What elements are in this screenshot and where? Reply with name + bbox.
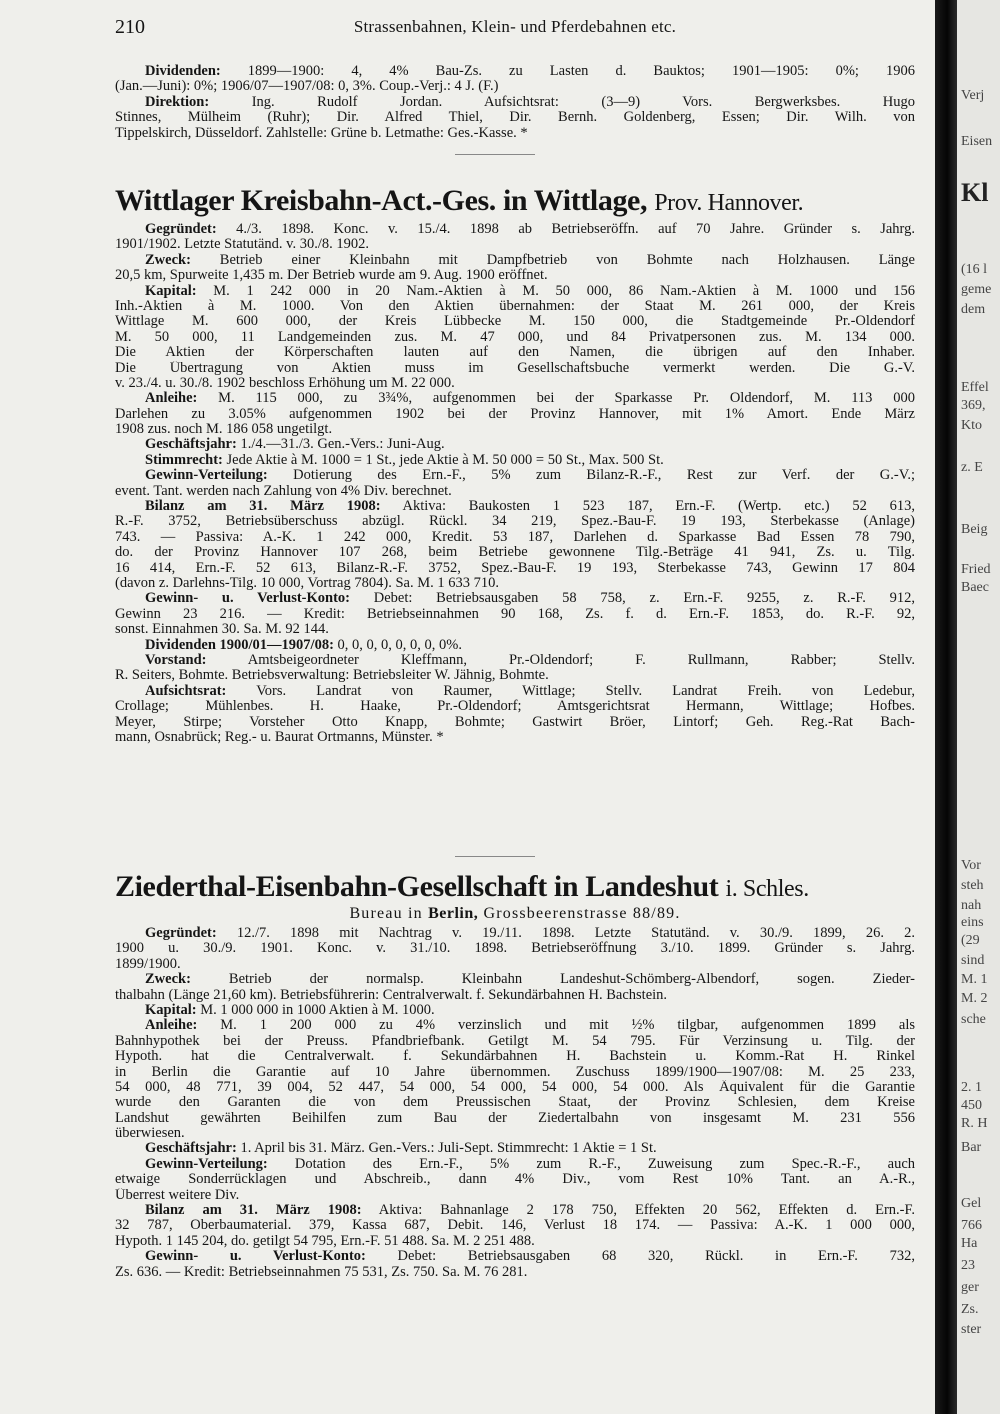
field-label: Gewinn- u. Verlust-Konto: (145, 1249, 366, 1265)
adjacent-page-fragment: nah (961, 898, 982, 913)
text-line (115, 253, 915, 268)
field-text: 1899/1900. (115, 956, 181, 972)
field-text: sonst. Einnahmen 30. Sa. M. 92 144. (115, 622, 329, 638)
adjacent-page-fragment: 766 (961, 1218, 982, 1233)
text-line (115, 668, 915, 683)
text-line (115, 957, 915, 972)
text-line (115, 453, 915, 468)
text-line (115, 299, 915, 314)
adjacent-page-fragment: dem (961, 302, 986, 317)
entry-title: Wittlager Kreisbahn-Act.-Ges. in Wittlage, Prov. Hannover. (115, 184, 804, 217)
adjacent-page-fragment: Ha (961, 1236, 978, 1251)
adjacent-page-fragment: Eisen (961, 134, 993, 149)
text-line (115, 1141, 915, 1156)
field-text: 1908 zus. noch M. 186 058 ungetilgt. (115, 422, 333, 438)
field-label: Bilanz am 31. März 1908: (145, 499, 381, 515)
field-text: Betrieb der normalsp. Kleinbahn Landeshut-Schömberg-Albendorf, sogen. Zieder- (190, 972, 915, 988)
adjacent-page-fragment: Kl (961, 178, 989, 207)
text-line (115, 79, 915, 94)
text-line (115, 64, 915, 79)
field-label: Zweck: (145, 252, 191, 268)
field-text: wurde den Garanten die von dem Preussischen Staat, der Provinz Schlesien, dem Kreise (115, 1095, 915, 1111)
text-line (115, 1111, 915, 1126)
field-text: 1900 u. 30./9. 1901. Konc. v. 31./10. 1898. Betriebseröffnung 3./10. 1899. Gründer s. Jahrg. (115, 941, 915, 957)
field-text: Meyer, Stirpe; Vorsteher Otto Knapp, Bohmte; Gastwirt Bröer, Lintorf; Geh. Reg.-Rat Bach- (115, 714, 915, 730)
text-line (115, 514, 915, 529)
adjacent-page-fragment: 369, (961, 398, 986, 413)
text-line (115, 361, 915, 376)
field-text: Überrest weitere Div. (115, 1187, 240, 1203)
field-text: Hypoth. hat die Centralverwalt. f. Sekundärbahnen H. Bachstein u. Komm.-Rat H. Rinkel (115, 1049, 915, 1065)
text-line (115, 561, 915, 576)
text-line (115, 330, 915, 345)
entry-title: Ziederthal-Eisenbahn-Gesellschaft in Landeshut i. Schles. (115, 870, 809, 903)
field-text: Darlehen zu 3.05% aufgenommen 1902 bei der Provinz Hannover, mit 1% Amort. Ende März (115, 406, 915, 422)
text-line (115, 376, 915, 391)
field-text: M. 1 200 000 zu 4% verzinslich und mit ½% tilgbar, aufgenommen 1899 als (197, 1018, 915, 1034)
field-text: event. Tant. werden nach Zahlung von 4% Div. berechnet. (115, 483, 452, 499)
adjacent-page-fragment: Gel (961, 1196, 982, 1211)
field-text: thalbahn (Länge 21,60 km). Betriebsführerin: Centralverwalt. f. Sekundärbahnen H. Bachstein. (115, 987, 668, 1003)
field-text: 4./3. 1898. Konc. v. 15./4. 1898 ab Betriebseröffn. auf 70 Jahre. Gründer s. Jahrg. (216, 222, 915, 237)
text-line (115, 1049, 915, 1064)
adjacent-page-fragment: Verj (961, 88, 985, 103)
adjacent-page-edge (957, 0, 1000, 1414)
field-text: M. 115 000, zu 3¾%, aufgenommen bei der Sparkasse Pr. Oldendorf, M. 113 000 (197, 391, 915, 407)
text-line (115, 545, 915, 560)
text-line (115, 622, 915, 637)
text-line (115, 1126, 915, 1141)
field-text: 16 414, Ern.-F. 52 613, Bilanz-R.-F. 3752, Spez.-Bau-F. 19 193, Sterbekasse 743, Gewinn 17 804 (115, 560, 915, 576)
text-line (115, 237, 915, 252)
text-line (115, 699, 915, 714)
field-text: Ing. Rudolf Jordan. Aufsichtsrat: (3—9) Vors. Bergwerksbes. Hugo (209, 94, 915, 110)
field-text: Tippelskirch, Düsseldorf. Zahlstelle: Grüne b. Letmathe: Ges.-Kasse. * (115, 125, 528, 141)
field-label: Gewinn-Verteilung: (145, 468, 268, 484)
field-text: Jede Aktie à M. 1000 = 1 St., jede Aktie à M. 50 000 = 50 St., Max. 500 St. (222, 452, 664, 468)
field-text: Aktiva: Baukosten 1 523 187, Ern.-F. (Wertp. etc.) 52 613, (380, 499, 915, 515)
field-text: 1./4.—31./3. Gen.-Vers.: Juni-Aug. (236, 437, 445, 453)
field-label: Kapital: (145, 283, 197, 299)
field-label: Vorstand: (145, 652, 207, 668)
field-text: Dotation des Ern.-F., 5% zum R.-F., Zuweisung zum Spec.-R.-F., auch (267, 1156, 915, 1172)
field-text: Debet: Betriebsausgaben 58 758, z. Ern.-F. 9255, z. R.-F. 912, (350, 591, 915, 607)
adjacent-page-fragment: Baec (961, 580, 989, 595)
running-head: Strassenbahnen, Klein- und Pferdebahnen etc. (353, 17, 677, 36)
text-line (115, 345, 915, 360)
adjacent-page-fragment: 2. 1 (961, 1080, 982, 1095)
text-line (115, 715, 915, 730)
adjacent-page-fragment: steh (961, 878, 984, 893)
field-text: in Berlin die Garantie auf 10 Jahre übernommen. Zuschuss 1899/1900—1907/08: M. 25 233, (115, 1064, 915, 1080)
field-label: Gewinn-Verteilung: (145, 1156, 268, 1172)
field-text: Landshut gewährten Beihilfen zum Bau der Ziedertalbahn von insgesamt M. 231 556 (115, 1110, 915, 1126)
field-text: (davon z. Darlehns-Tilg. 10 000, Vortrag 7804). Sa. M. 1 633 710. (115, 575, 499, 591)
field-text: 12./7. 1898 mit Nachtrag v. 19./11. 1898. Letzte Statutänd. v. 30./9. 1899, 26. 2. (216, 926, 915, 941)
field-text: etwaige Sonderrücklagen und Abschreib., dann 4% Div., vom Rest 10% Tant. an A.-R., (115, 1172, 915, 1188)
text-line (115, 653, 915, 668)
adjacent-page-fragment: (29 (961, 933, 980, 948)
field-text: do. der Provinz Hannover 107 268, beim Betriebe gewonnene Tilg.-Beträge 41 941, Zs. u. Tilg. (115, 545, 915, 561)
adjacent-page-fragment: Vor (961, 858, 981, 873)
text-line (115, 1065, 915, 1080)
adjacent-page-fragment: M. 2 (961, 991, 988, 1006)
text-line (115, 607, 915, 622)
adjacent-page-fragment: Kto (961, 418, 982, 433)
text-line (115, 284, 915, 299)
text-line (115, 926, 915, 941)
adjacent-page-fragment: 450 (961, 1098, 982, 1113)
field-text: Wittlage M. 600 000, der Kreis Lübbecke M. 150 000, die Stadtgemeinde Pr.-Oldendorf (115, 314, 915, 330)
field-text: Debet: Betriebsausgaben 68 320, Rückl. in Ern.-F. 732, (365, 1249, 915, 1265)
text-line (115, 730, 915, 745)
adjacent-page-fragment: Bar (961, 1140, 982, 1155)
entry-wittlager-kreisbahn (115, 184, 915, 745)
text-line (115, 126, 915, 141)
field-text: 1. April bis 31. März. Gen.-Vers.: Juli-Sept. Stimmrecht: 1 Aktie = 1 St. (236, 1141, 657, 1157)
adjacent-page-fragment: 23 (961, 1258, 975, 1273)
text-line (115, 422, 915, 437)
separator-rule (455, 154, 535, 155)
field-label: Gegründet: (145, 222, 217, 237)
field-text: R.-F. 3752, Betriebsüberschuss abzügl. Rückl. 34 219, Spez.-Bau-F. 19 193, Sterbekasse (Anlage) (115, 514, 915, 530)
text-line (115, 95, 915, 110)
field-text: Crollage; Mühlenbes. H. Haake, Pr.-Oldendorf; Amtsgerichtsrat Hermann, Wittlage; Hofbes. (115, 699, 915, 715)
field-text: Vors. Landrat von Raumer, Wittlage; Stellv. Landrat Freih. von Ledebur, (226, 683, 915, 699)
text-line (115, 972, 915, 987)
field-text: überwiesen. (115, 1126, 185, 1142)
field-text: mann, Osnabrück; Reg.- u. Baurat Ortmanns, Münster. * (115, 729, 444, 745)
text-line (115, 391, 915, 406)
field-label: Aufsichtsrat: (145, 683, 227, 699)
text-line (115, 638, 915, 653)
adjacent-page-fragment: ster (961, 1322, 982, 1337)
field-label: Gegründet: (145, 926, 217, 941)
field-text: R. Seiters, Bohmte. Betriebsverwaltung: Betriebsleiter W. Jähnig, Bohmte. (115, 668, 549, 684)
text-line (115, 1095, 915, 1110)
text-line (115, 1265, 915, 1280)
text-line (115, 1172, 915, 1187)
adjacent-page-fragment: sche (961, 1012, 986, 1027)
text-line (115, 222, 915, 237)
text-line (115, 499, 915, 514)
text-line (115, 1018, 915, 1033)
text-line (115, 1234, 915, 1249)
field-text: Hypoth. 1 145 204, do. getilgt 54 795, Ern.-F. 51 488. Sa. M. 2 251 488. (115, 1233, 535, 1249)
text-line (115, 684, 915, 699)
field-text: Aktiva: Bahnanlage 2 178 750, Effekten 20 562, Effekten d. Ern.-F. (361, 1203, 915, 1219)
adjacent-page-fragment: Zs. (961, 1302, 979, 1317)
text-line (115, 1188, 915, 1203)
field-text: 1899—1900: 4, 4% Bau-Zs. zu Lasten d. Bauktos; 1901—1905: 0%; 1906 (220, 64, 915, 79)
text-line (115, 1249, 915, 1264)
field-label: Geschäftsjahr: (145, 437, 237, 453)
entry-body (115, 222, 915, 745)
field-label: Anleihe: (145, 1018, 198, 1034)
text-line (115, 591, 915, 606)
adjacent-page-fragment: geme (961, 282, 992, 297)
field-text: M. 1 242 000 in 20 Nam.-Aktien à M. 50 000, 86 Nam.-Aktien à M. 1000 und 156 (196, 283, 915, 299)
field-text: Gewinn 23 216. — Kredit: Betriebseinnahmen 90 168, Zs. f. d. Ern.-F. 1853, do. R.-F. 92, (115, 606, 915, 622)
adjacent-page-fragment: ger (961, 1280, 979, 1295)
adjacent-page-fragment: Beig (961, 522, 988, 537)
field-label: Anleihe: (145, 391, 198, 407)
entry-body (115, 926, 915, 1280)
field-text: Amtsbeigeordneter Kleffmann, Pr.-Oldendorf; F. Rullmann, Rabber; Stellv. (206, 652, 915, 668)
field-text: 1901/1902. Letzte Statutänd. v. 30./8. 1902. (115, 237, 369, 253)
field-label: Zweck: (145, 972, 191, 988)
adjacent-page-fragment: eins (961, 915, 984, 930)
text-line (115, 1080, 915, 1095)
field-label: Bilanz am 31. März 1908: (145, 1203, 362, 1219)
text-line (115, 576, 915, 591)
text-line (115, 468, 915, 483)
adjacent-page-fragment: z. E (961, 460, 983, 475)
adjacent-page-fragment: (16 l (961, 262, 988, 277)
field-text: Stinnes, Mülheim (Ruhr); Dir. Alfred Thiel, Dir. Bernh. Goldenberg, Essen; Dir. Wilh. von (115, 110, 915, 126)
field-text: Die Übertragung von Aktien muss im Gesellschaftsbuche vermerkt werden. Die G.-V. (115, 360, 915, 376)
page-header (115, 16, 915, 38)
text-line (115, 1157, 915, 1172)
text-line (115, 407, 915, 422)
field-label: Direktion: (145, 94, 210, 110)
text-line (115, 314, 915, 329)
field-label: Kapital: (145, 1002, 197, 1018)
text-line (115, 1003, 915, 1018)
entry-ziederthal-eisenbahn (115, 870, 915, 1280)
field-text: (Jan.—Juni): 0%; 1906/07—1907/08: 0, 3%. Coup.-Verj.: 4 J. (F.) (115, 79, 499, 95)
adjacent-page-fragment: Effel (961, 380, 989, 395)
field-text: Die Aktien der Körperschaften lauten auf den Namen, die übrigen auf den Inhaber. (115, 345, 915, 361)
text-line (115, 268, 915, 283)
field-text: v. 23./4. u. 30./8. 1902 beschloss Erhöhung um M. 22 000. (115, 375, 455, 391)
field-text: 32 787, Oberbaumaterial. 379, Kassa 687, Debit. 146, Verlust 18 174. — Passiva: A.-K. 1 000 000, (115, 1218, 915, 1234)
field-text: 54 000, 48 771, 39 004, 52 447, 54 000, 54 000, 54 000, 54 000. Als Äquivalent für die Garantie (115, 1079, 915, 1095)
adjacent-page-fragment: Fried (961, 562, 991, 577)
separator-rule (455, 856, 535, 857)
adjacent-page-fragment: sind (961, 953, 985, 968)
adjacent-page-fragment: M. 1 (961, 972, 988, 987)
field-text: Betrieb einer Kleinbahn mit Dampfbetrieb von Bohmte nach Holzhausen. Länge (190, 252, 915, 268)
text-line (115, 1034, 915, 1049)
field-label: Dividenden: (145, 64, 221, 79)
book-gutter (935, 0, 957, 1414)
field-text: M. 50 000, 11 Landgemeinden zus. M. 47 000, und 84 Privatpersonen zus. M. 134 000. (115, 329, 915, 345)
text-line (115, 1218, 915, 1233)
field-text: 20,5 km, Spurweite 1,435 m. Der Betrieb wurde am 9. Aug. 1900 eröffnet. (115, 268, 548, 284)
field-label: Dividenden 1900/01—1907/08: (145, 637, 334, 653)
field-label: Geschäftsjahr: (145, 1141, 237, 1157)
text-line (115, 437, 915, 452)
text-line (115, 1203, 915, 1218)
field-label: Stimmrecht: (145, 452, 223, 468)
text-line (115, 530, 915, 545)
text-line (115, 484, 915, 499)
field-text: Zs. 636. — Kredit: Betriebseinnahmen 75 531, Zs. 750. Sa. M. 76 281. (115, 1264, 528, 1280)
field-text: 0, 0, 0, 0, 0, 0, 0, 0%. (333, 637, 463, 653)
text-line (115, 110, 915, 125)
text-line (115, 941, 915, 956)
field-text: M. 1 000 000 in 1000 Aktien à M. 1000. (196, 1002, 435, 1018)
entry-subtitle: Bureau in Berlin, Grossbeerenstrasse 88/89. (349, 905, 681, 922)
previous-entry-continuation (115, 64, 915, 141)
field-label: Gewinn- u. Verlust-Konto: (145, 591, 351, 607)
page-number: 210 (115, 16, 145, 38)
adjacent-page-fragment: R. H (961, 1116, 988, 1131)
field-text: 743. — Passiva: A.-K. 1 242 000, Kredit. 53 187, Darlehen d. Sparkasse Bad Essen 78 790, (115, 529, 915, 545)
text-line (115, 988, 915, 1003)
field-text: Dotierung des Ern.-F., 5% zum Bilanz-R.-F., Rest zur Verf. der G.-V.; (267, 468, 915, 484)
field-text: Bahnhypothek bei der Preuss. Pfandbriefbank. Getilgt M. 54 795. Für Verzinsung u. Tilg. der (115, 1033, 915, 1049)
field-text: Inh.-Aktien à M. 1000. Von den Aktien übernahmen: der Staat M. 261 000, der Kreis (115, 298, 915, 314)
